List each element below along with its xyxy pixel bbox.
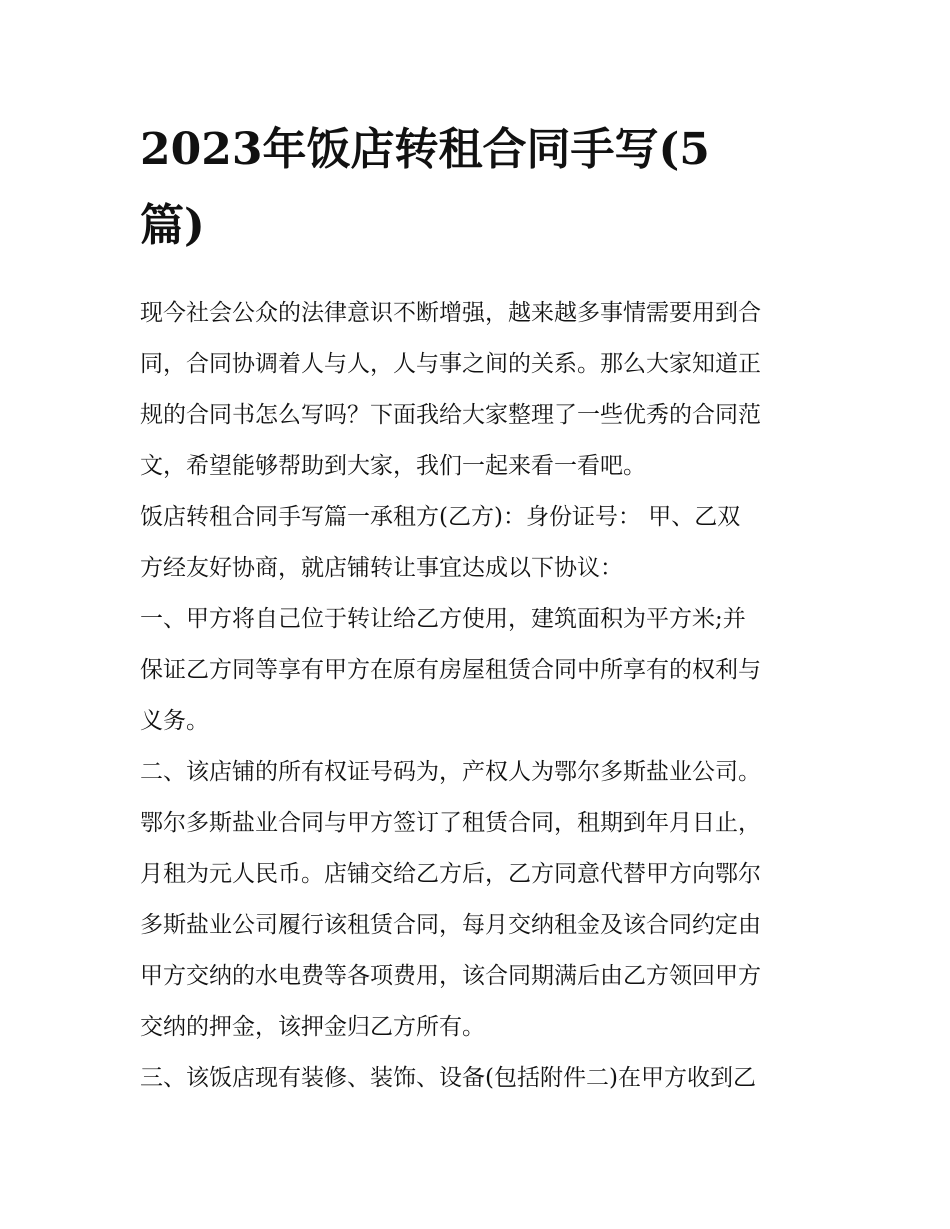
text-line: 交纳的押金，该押金归乙方所有。: [140, 1014, 485, 1040]
text-line: 现今社会公众的法律意识不断增强，越来越多事情需要用到合: [140, 300, 761, 326]
text-line: 一、甲方将自己位于转让给乙方使用，建筑面积为平方米;并: [140, 606, 746, 632]
text-line: 鄂尔多斯盐业合同与甲方签订了租赁合同，租期到年月日止，: [140, 810, 761, 836]
document-title: [140, 112, 820, 264]
parties-paragraph: [140, 492, 820, 594]
text-line: 义务。: [140, 708, 209, 734]
text-line: 多斯盐业公司履行该租赁合同，每月交纳租金及该合同约定由: [140, 912, 761, 938]
document-page: [140, 112, 820, 1104]
clause-two: [140, 747, 820, 1053]
clause-one: [140, 594, 820, 747]
text-line: 二、该店铺的所有权证号码为，产权人为鄂尔多斯盐业公司。: [140, 759, 761, 785]
text-line: 保证乙方同等享有甲方在原有房屋租赁合同中所享有的权利与: [140, 657, 761, 683]
text-line: 方经友好协商，就店铺转让事宜达成以下协议：: [140, 555, 623, 581]
title-line-1: 2023年饭店转租合同手写(5: [140, 124, 710, 175]
intro-paragraph: [140, 288, 820, 492]
text-line: 三、该饭店现有装修、装饰、设备(包括附件二)在甲方收到乙: [140, 1065, 756, 1091]
text-line: 甲方交纳的水电费等各项费用，该合同期满后由乙方领回甲方: [140, 963, 761, 989]
text-line: 规的合同书怎么写吗？下面我给大家整理了一些优秀的合同范: [140, 402, 761, 428]
text-line: 饭店转租合同手写篇一承租方(乙方)：身份证号： 甲、乙双: [140, 504, 741, 530]
title-line-2: 篇): [140, 200, 205, 251]
text-line: 文，希望能够帮助到大家，我们一起来看一看吧。: [140, 453, 646, 479]
text-line: 同，合同协调着人与人，人与事之间的关系。那么大家知道正: [140, 351, 761, 377]
clause-three: [140, 1053, 820, 1104]
text-line: 月租为元人民币。店铺交给乙方后，乙方同意代替甲方向鄂尔: [140, 861, 761, 887]
